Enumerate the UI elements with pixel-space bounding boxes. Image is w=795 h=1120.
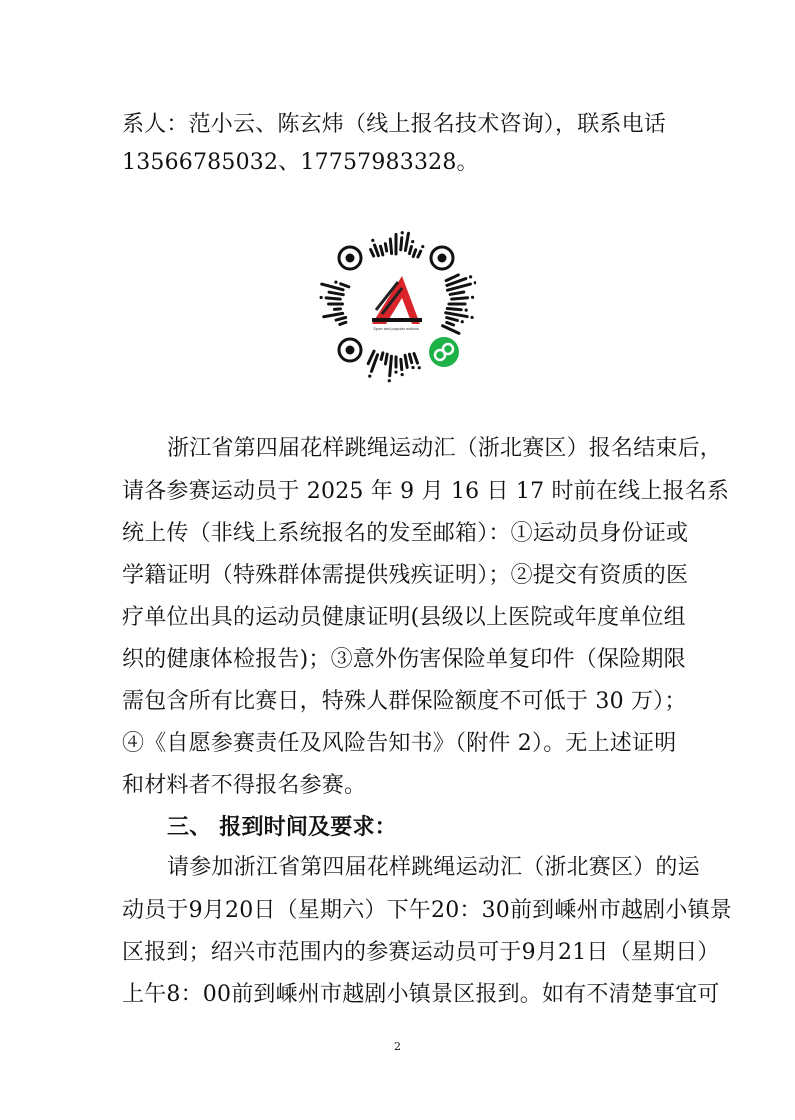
paragraph-1-line-4: 学籍证明（特殊群体需提供残疾证明）；②提交有资质的医 — [122, 563, 689, 588]
contact-line-2: 13566785032、17757983328。 — [122, 150, 479, 175]
qr-code-stroke — [409, 246, 411, 253]
svg-text:Sport and popular nations: Sport and popular nations — [373, 326, 419, 331]
paragraph-1-line-7: 需包含所有比赛日，特殊人群保险额度不可低于 30 万）； — [122, 689, 687, 714]
qr-code-stroke — [447, 308, 461, 309]
qr-code-stroke — [334, 309, 340, 310]
qr-code-stroke — [326, 298, 340, 299]
qr-code-dot — [461, 320, 464, 323]
contact-line-1: 系人：范小云、陈玄炜（线上报名技术咨询），联系电话 — [122, 112, 667, 137]
paragraph-1-line-5: 疗单位出具的运动员健康证明(县级以上医院或年度单位组 — [122, 605, 686, 630]
qr-code-dot — [388, 379, 391, 382]
page-number: 2 — [394, 1040, 401, 1053]
qr-code-stroke — [390, 239, 391, 254]
qr-code-dot — [401, 373, 404, 376]
paragraph-1-line-3: 统上传（非线上系统报名的发至邮箱）：①运动员身份证或 — [122, 521, 689, 546]
qr-code-stroke — [385, 354, 387, 364]
qr-code-dot — [401, 231, 404, 234]
qr-code-stroke — [385, 244, 386, 251]
qr-code-dot — [394, 370, 397, 373]
paragraph-1-line-6: 织的健康体检报告)；③意外伤害保险单复印件（保险期限 — [122, 647, 686, 672]
qr-code-stroke — [381, 353, 383, 360]
qr-code-dot — [411, 366, 414, 369]
paragraph-1-line-1: 浙江省第四届花样跳绳运动汇（浙北赛区）报名结束后， — [167, 436, 723, 461]
mini-program-qr-code — [316, 224, 476, 384]
paragraph-1-line-2: 请各参赛运动员于 2025 年 9 月 16 日 17 时前在线上报名系 — [122, 479, 730, 504]
mini-program-icon — [429, 337, 459, 367]
qr-code-stroke — [390, 356, 392, 376]
qr-code-stroke — [405, 355, 407, 367]
qr-code-dot — [368, 375, 371, 378]
qr-code-dot — [334, 281, 337, 284]
qr-code-stroke — [401, 359, 402, 369]
paragraph-1-line-9: 和材料者不得报名参赛。 — [122, 773, 367, 798]
paragraph-2-line-2: 动员于9月20日（星期六）下午20：30前到嵊州市越剧小镇景 — [122, 898, 732, 923]
qr-code-dot — [469, 275, 472, 278]
qr-code-dot — [371, 239, 374, 242]
paragraph-2-line-3: 区报到；绍兴市范围内的参赛运动员可于9月21日（星期日） — [122, 940, 720, 965]
paragraph-2-line-4: 上午8：00前到嵊州市越剧小镇景区报到。如有不清楚事宜可 — [122, 982, 720, 1007]
qr-code-dot — [320, 296, 323, 299]
qr-code-stroke — [340, 322, 346, 324]
qr-code-dot — [471, 296, 474, 299]
qr-code-stroke — [401, 238, 402, 250]
qr-code-dot — [421, 245, 424, 248]
qr-code-dot — [465, 309, 468, 312]
qr-code-dot — [471, 316, 474, 319]
qr-code-dot — [418, 366, 421, 369]
paragraph-2-line-1: 请参加浙江省第四届花样跳绳运动汇（浙北赛区）的运 — [167, 855, 700, 880]
qr-code-dot — [411, 240, 414, 243]
qr-code-stroke — [452, 298, 468, 299]
paragraph-1-line-8: ④《自愿参赛责任及风险告知书》（附件 2）。无上述证明 — [122, 731, 677, 756]
section-heading: 三、 报到时间及要求： — [167, 814, 397, 840]
